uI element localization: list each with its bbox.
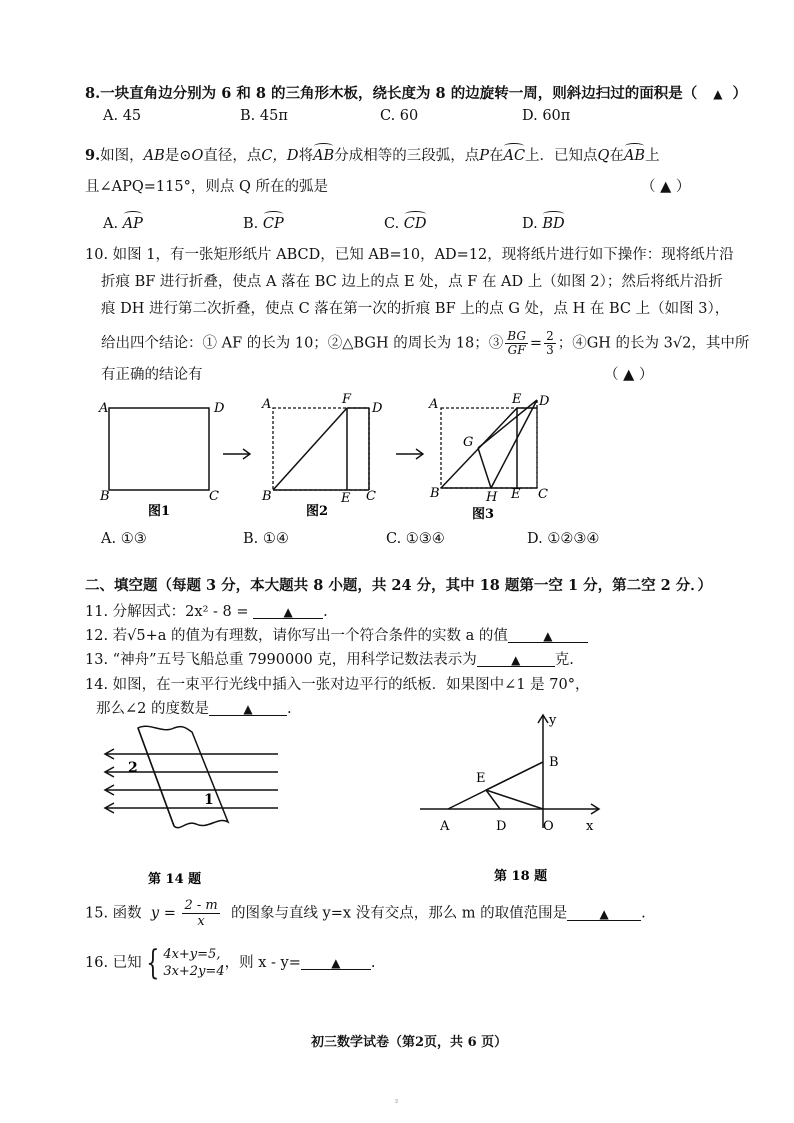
q18-figure [418, 712, 618, 892]
page-number-dot: ² [395, 1098, 399, 1107]
q9-option-d: D. BD [522, 216, 565, 232]
fig3-label-c: C [538, 487, 548, 502]
q9-line2: 且∠APQ=115°，则点 Q 所在的弧是 [85, 179, 328, 195]
label-o: O [543, 819, 554, 834]
fig1-label-a: A [99, 401, 109, 416]
section-2-heading: 二、填空题（每题 3 分，本大题共 8 小题，共 24 分，其中 18 题第一空 1 分，第二空 2 分．） [85, 577, 713, 594]
angle-1-label: 1 [204, 792, 214, 808]
q10-option-a: A. ①③ [101, 531, 147, 547]
q9-answer-mark: （ ▲ ） [641, 179, 691, 195]
q8-option-d: D. 60π [522, 108, 571, 124]
fig2-dashed-rectangle [273, 408, 369, 490]
label-d: D [496, 819, 507, 834]
page-footer: 初三数学试卷（第2页，共 6 页） [311, 1035, 508, 1050]
fig3-label-a: A [429, 397, 439, 412]
q10-line4: 给出四个结论：① AF 的长为 10；②△BGH 的周长为 18；③ $\frac{BG}{GF}$ = $\frac{2}{3}$ ；④GH 的长为 3√2，其中所 [101, 329, 750, 357]
q14-line1: 14. 如图，在一束平行光线中插入一张对边平行的纸板．如果图中∠1 是 70°， [85, 677, 590, 693]
q10-line3: 痕 DH 进行第二次折叠，使点 C 落在第一次的折痕 BF 上的点 G 处，点 H 在 BC 上（如图 3）， [101, 301, 730, 317]
fig2-label-d: D [372, 401, 383, 416]
label-e: E [476, 771, 486, 786]
q9-option-a: A. AP [103, 216, 143, 232]
q8-option-a: A. 45 [103, 108, 142, 124]
q14-line2: 那么∠2 的度数是 ▲ . [96, 701, 292, 717]
cardboard [138, 726, 228, 827]
q12: 12. 若√5+a 的值为有理数，请你写出一个符合条件的实数 a 的值 ▲ [85, 626, 588, 646]
q8-option-c: C. 60 [380, 108, 419, 124]
q10-option-c: C. ①③④ [386, 531, 445, 547]
fig3-label-d: D [539, 394, 550, 409]
segment-be [486, 762, 543, 790]
fig3-label-h: H [486, 490, 498, 505]
q11: 11. 分解因式：2x² - 8 = ▲ . [85, 604, 328, 620]
fig1-rectangle [109, 408, 209, 490]
fig3-dashed-rectangle [441, 408, 537, 488]
fig1-label-c: C [209, 489, 219, 504]
fig3-gh [478, 448, 491, 488]
q9-option-b: B. CP [243, 216, 284, 232]
fig3-label-g: G [463, 435, 474, 450]
q9-option-c: C. CD [384, 216, 427, 232]
q9-line1: 9.如图，AB是⊙O直径，点C，D将AB分成相等的三段弧，点P在AC上．已知点Q在AB上 [85, 147, 660, 164]
q13: 13. “神舟”五号飞船总重 7990000 克，用科学记数法表示为 ▲ 克. [85, 652, 574, 668]
fig1-caption: 图1 [148, 504, 171, 519]
q14-caption: 第 14 题 [148, 872, 202, 887]
fig2-label-a: A [262, 397, 272, 412]
y-label: y [549, 713, 557, 728]
x-label: x [586, 819, 594, 834]
q10-option-d: D. ①②③④ [527, 531, 600, 547]
q10-figures [96, 392, 556, 522]
fig3-label-e-top: E [512, 392, 522, 407]
q14-figure [100, 720, 290, 890]
fig2-label-c: C [366, 489, 376, 504]
fig1-label-d: D [214, 401, 225, 416]
segment-eo [486, 790, 543, 809]
fig2-label-f: F [342, 392, 352, 407]
q10-line1: 10. 如图 1，有一张矩形纸片 ABCD，已知 AB=10，AD=12，现将纸片进行如下操作：现将纸片沿 [85, 247, 734, 263]
fig3-label-e: E [511, 487, 521, 502]
fig3-crease-dh [491, 400, 537, 488]
fig2-label-e: E [341, 491, 351, 506]
fig2-label-b: B [262, 489, 272, 504]
label-b: B [549, 755, 559, 770]
fig2-crease-bf [273, 408, 347, 490]
fig3-dg [478, 400, 537, 448]
q10-line5: 有正确的结论有 [101, 367, 203, 383]
fig3-label-b: B [430, 486, 440, 501]
q10-option-b: B. ①④ [243, 531, 289, 547]
q18-caption: 第 18 题 [494, 869, 548, 884]
fig3-caption: 图3 [472, 507, 495, 522]
fig1-label-b: B [100, 489, 110, 504]
label-a: A [440, 819, 450, 834]
q8-stem: 8.一块直角边分别为 6 和 8 的三角形木板，绕长度为 8 的边旋转一周，则斜边扫过的面积是（ ▲ ） [85, 85, 747, 102]
q8-option-b: B. 45π [240, 108, 288, 124]
q15: 15. 函数 y = $\frac{2 - m}{x}$ 的图象与直线 y=x 没有交点，那么 m 的取值范围是 ▲ . [85, 898, 646, 929]
q10-line2: 折痕 BF 进行折叠，使点 A 落在 BC 边上的点 E 处，点 F 在 AD 上（如图 2）；然后将纸片沿折 [101, 274, 723, 290]
cardboard-left-edge [138, 728, 174, 826]
angle-2-label: 2 [128, 760, 138, 776]
fig2-caption: 图2 [306, 504, 329, 519]
q10-answer-mark: （ ▲ ） [604, 367, 654, 383]
q16: 16. 已知 { 4x+y=5, 3x+2y=4 ，则 x - y= ▲ . [85, 943, 376, 983]
